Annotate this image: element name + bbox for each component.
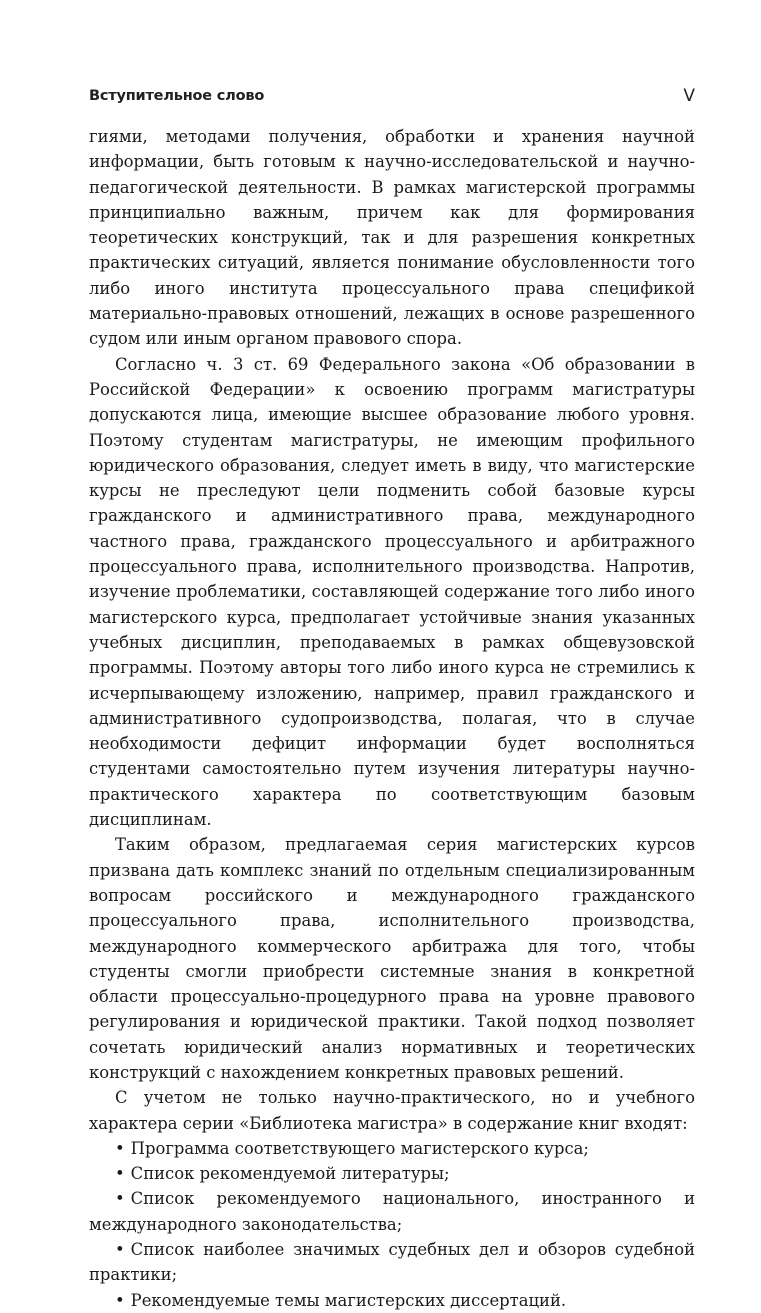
list-item-text: Список наиболее значимых судебных дел и обзоров судебной практики; — [89, 1240, 695, 1285]
list-item-text: Программа соответствующего магистерского курса; — [130, 1138, 589, 1158]
paragraph-4: С учетом не только научно-практического, но и учебного характера серии «Библиотека магистра» в содержание книг входят: — [89, 1088, 695, 1133]
bullet-mark: • — [115, 1290, 125, 1310]
bullet-mark: • — [115, 1189, 125, 1209]
bullet-mark: • — [115, 1138, 125, 1158]
paragraph-3: Таким образом, предлагаемая серия магистерских курсов призвана дать комплекс знаний по отдельным специализированным вопросам российского и международного гражданского процессуального права, исполнительного производства, международного коммерческого арбитража для того, чтобы студенты смогли приобрести системные знания в конкретной области процессуально-процедурного права на уровне правового регулирования и юридической практики. Такой подход позволяет сочетать юридический анализ нормативных и теоретических конструкций с нахождением конкретных правовых решений. — [89, 835, 695, 1082]
bullet-mark: • — [115, 1164, 125, 1184]
running-head — [89, 86, 695, 110]
list-item — [89, 1161, 695, 1186]
paragraph-1: гиями, методами получения, обработки и хранения научной информации, быть готовым к научно-исследовательской и научно-педагогической деятельности. В рамках магистерской программы принципиально важным, причем как для формирования теоретических конструкций, так и для разрешения конкретных практических ситуаций, является понимание обусловленности того либо иного института процессуального права спецификой материально-правовых отношений, лежащих в основе разрешенного судом или иным органом правового спора. — [89, 127, 695, 349]
list-item-text: Рекомендуемые темы магистерских диссертаций. — [130, 1290, 567, 1310]
list-item-text: Список рекомендуемой литературы; — [130, 1164, 450, 1184]
list-item-text: Список рекомендуемого национального, иностранного и международного законодательства; — [89, 1189, 695, 1234]
bullet-mark: • — [115, 1240, 125, 1260]
list-item — [89, 1288, 695, 1313]
page-number: V — [683, 86, 695, 106]
body-text — [89, 124, 695, 1313]
paragraph-2: Согласно ч. 3 ст. 69 Федерального закона «Об образовании в Российской Федерации» к освоению программ магистратуры допускаются лица, имеющие высшее образование любого уровня. Поэтому студентам магистратуры, не имеющим профильного юридического образования, следует иметь в виду, что магистерские курсы не преследуют цели подменить собой базовые курсы гражданского и административного права, международного частного права, гражданского процессуального и арбитражного процессуального права, исполнительного производства. Напротив, изучение проблематики, составляющей содержание того либо иного магистерского курса, предполагает устойчивые знания указанных учебных дисциплин, преподаваемых в рамках общевузовской программы. Поэтому авторы того либо иного курса не стремились к исчерпывающему изложению, например, правил гражданского и административного судопроизводства, полагая, что в случае необходимости дефицит информации будет восполняться студентами самостоятельно путем изучения литературы научно-практического характера по соответствующим базовым дисциплинам. — [89, 354, 695, 830]
list-item — [89, 1186, 695, 1237]
running-title: Вступительное слово — [89, 88, 265, 104]
list-item — [89, 1136, 695, 1161]
bullet-list — [89, 1136, 695, 1313]
list-item — [89, 1237, 695, 1288]
